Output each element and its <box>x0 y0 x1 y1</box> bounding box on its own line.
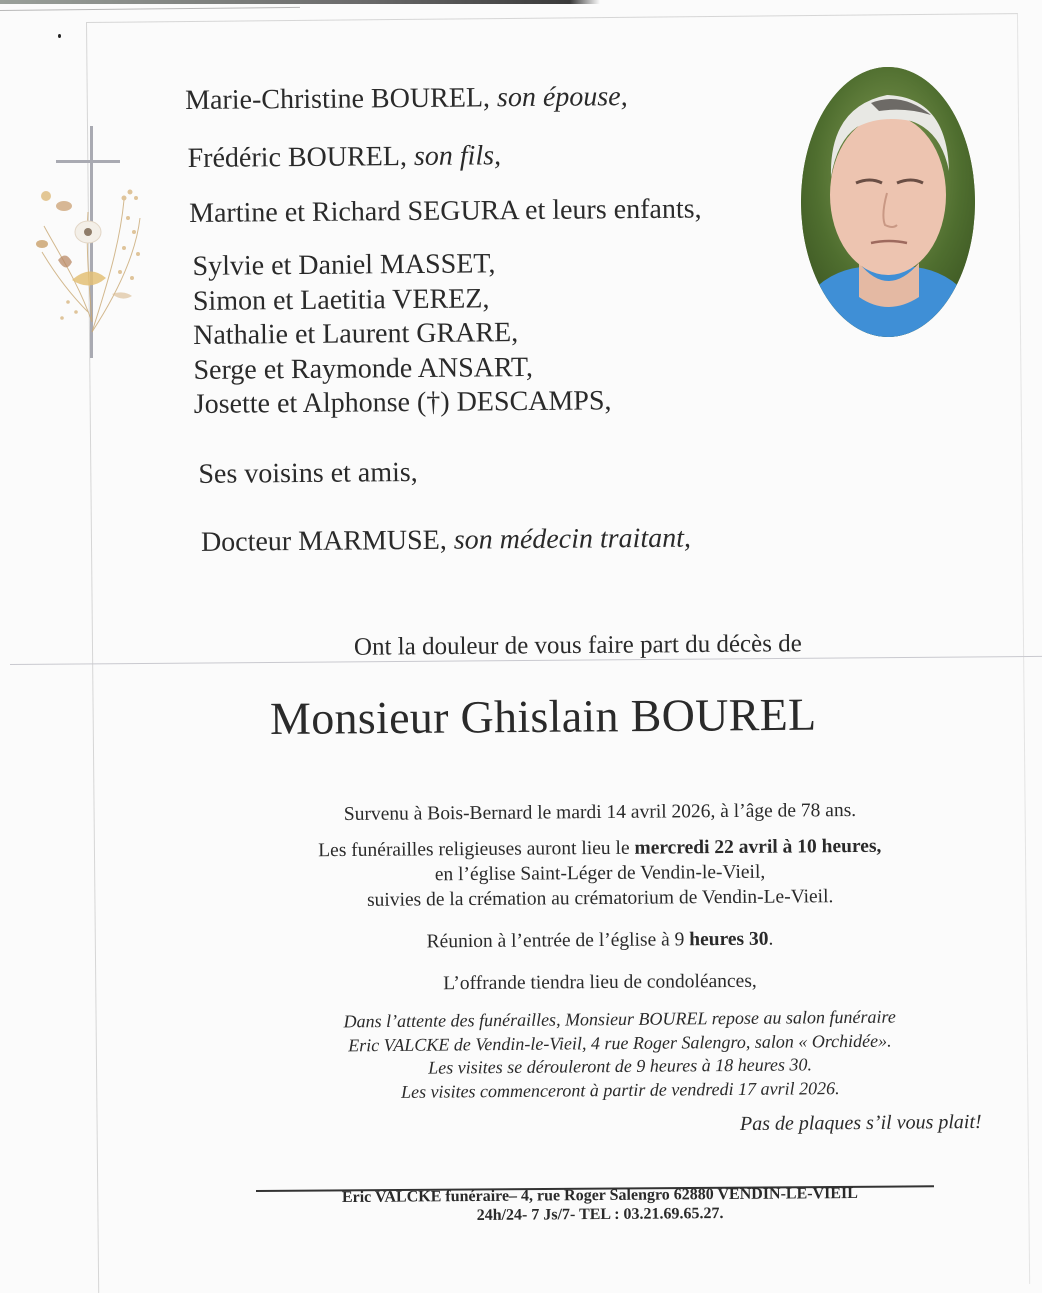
visitation-line: Les visites se dérouleront de 9 heures à 18 heures 30. <box>428 1054 813 1078</box>
footer-address: Eric VALCKE funéraire– 4, rue Roger Salengro 62880 VENDIN-LE-VIEIL <box>341 1184 858 1207</box>
funeral-info <box>260 833 941 913</box>
family-line-son <box>188 139 502 176</box>
scan-edge-strip <box>0 0 600 4</box>
doctor-line <box>201 522 691 560</box>
cross-flower-icon <box>28 122 158 362</box>
deceased-name: Monsieur Ghislain BOUREL <box>269 688 817 744</box>
doctor-name: Docteur MARMUSE, <box>200 524 447 558</box>
scan-edge-line <box>0 7 300 11</box>
funeral-line <box>260 833 940 863</box>
offering-info: L’offrande tiendra lieu de condoléances, <box>443 970 757 995</box>
family-line-spouse <box>185 80 628 118</box>
relative-line: Serge et Raymonde ANSART, <box>193 351 534 386</box>
announcement-text: Ont la douleur de vous faire part du décès de <box>353 630 802 661</box>
relative-line: Sylvie et Daniel MASSET, <box>192 248 496 282</box>
doctor-relation: son médecin traitant, <box>453 522 692 556</box>
family-line-segura: Martine et Richard SEGURA et leurs enfants, <box>188 193 702 229</box>
portrait-figure-icon <box>801 67 975 337</box>
portrait-photo <box>801 67 975 337</box>
neighbours-line: Ses voisins et amis, <box>198 456 418 490</box>
funeral-date: mercredi 22 avril à 10 heures, <box>634 835 882 859</box>
relative-line: Simon et Laetitia VEREZ, <box>192 282 490 317</box>
visitation-line: Les visites commenceront à partir de vendredi 17 avril 2026. <box>400 1077 840 1102</box>
footer-phone: 24h/24- 7 Js/7- TEL : 03.21.69.65.27. <box>476 1205 724 1224</box>
relative-line: Nathalie et Laurent GRARE, <box>193 317 519 351</box>
meeting-suffix: . <box>768 928 774 950</box>
funeral-home-footer <box>270 1183 930 1226</box>
meeting-prefix: Réunion à l’entrée de l’église à 9 <box>426 929 690 953</box>
visitation-line: Eric VALCKE de Vendin-le-Vieil, 4 rue Roger Salengro, salon « Orchidée». <box>348 1030 892 1055</box>
relatives-group <box>192 246 611 422</box>
scan-speck <box>58 34 61 38</box>
visitation-info <box>290 1005 951 1105</box>
meeting-time: heures 30 <box>689 928 769 951</box>
no-plates-note: Pas de plaques s’il vous plait! <box>739 1110 982 1136</box>
death-info: Survenu à Bois-Bernard le mardi 14 avril 2026, à l’âge de 78 ans. <box>343 799 857 826</box>
funeral-church: en l’église Saint-Léger de Vendin-le-Vieil, <box>434 861 766 886</box>
son-name: Frédéric BOUREL, <box>187 141 408 174</box>
relative-line: Josette et Alphonse (†) DESCAMPS, <box>193 385 612 420</box>
funeral-prefix: Les funérailles religieuses auront lieu le <box>318 837 635 862</box>
son-relation: son fils, <box>413 140 502 173</box>
meeting-info <box>260 925 940 955</box>
spouse-relation: son épouse, <box>496 81 628 114</box>
spouse-name: Marie-Christine BOUREL, <box>185 82 491 116</box>
funeral-cremation: suivies de la crémation au crématorium de Vendin-Le-Vieil. <box>366 886 834 911</box>
visitation-line: Dans l’attente des funérailles, Monsieur BOUREL repose au salon funéraire <box>343 1006 896 1032</box>
